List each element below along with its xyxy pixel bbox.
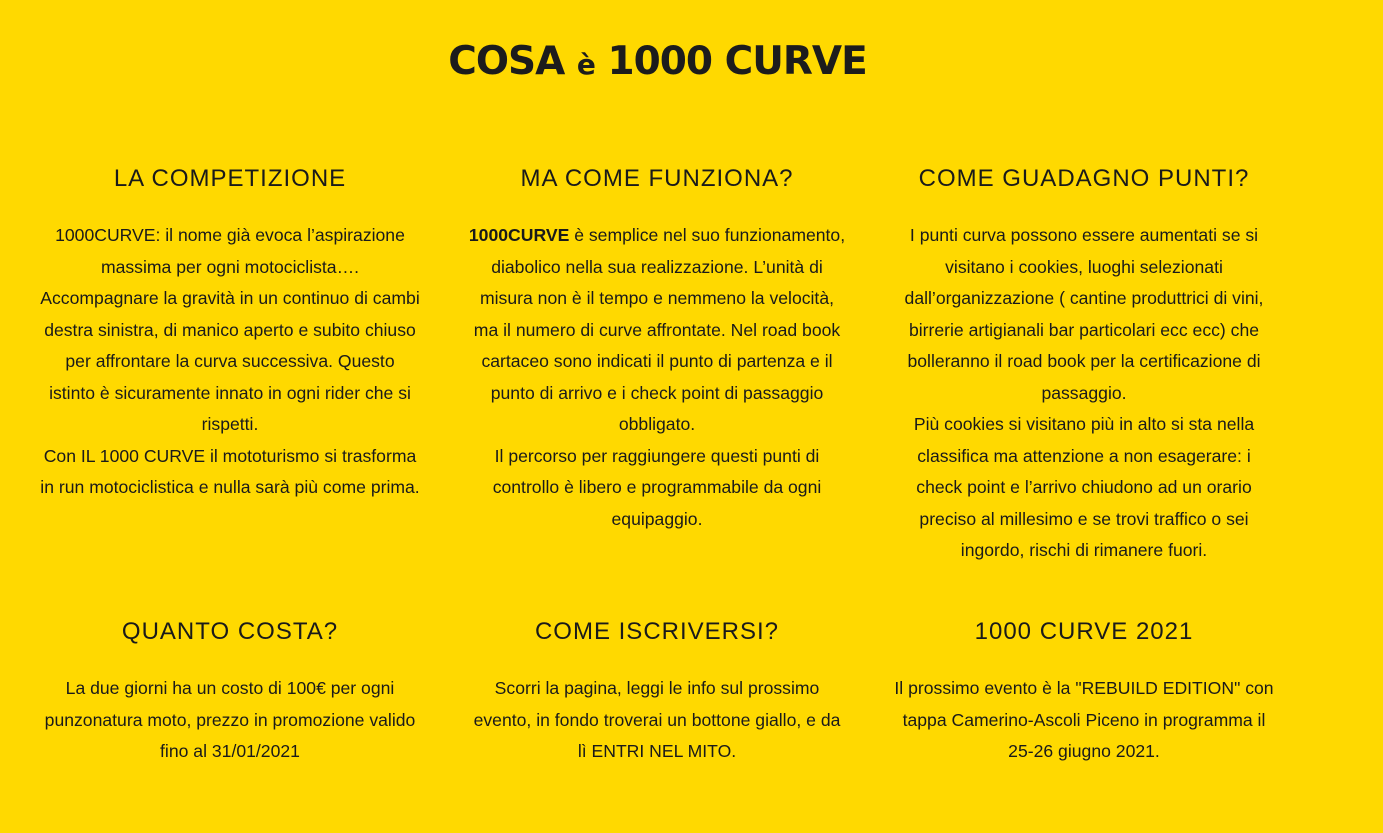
section-body xyxy=(894,220,1274,567)
paragraph: La due giorni ha un costo di 100€ per ogni punzonatura moto, prezzo in promozione valido fino al 31/01/2021 xyxy=(44,678,416,761)
section-quanto-costa xyxy=(40,617,420,768)
section-body xyxy=(894,673,1274,768)
section-heading: MA COME FUNZIONA? xyxy=(520,165,794,192)
paragraph: 1000CURVE è semplice nel suo funzionamento, diabolico nella sua realizzazione. L’unità di misura non è il tempo e nemmeno la velocità, ma il numero di curve affrontate. Nel road book cartaceo sono indicati il punto di partenza e il punto di arrivo e i check point di passaggio obbligato. xyxy=(468,225,846,434)
section-body xyxy=(40,220,420,504)
section-heading: 1000 CURVE 2021 xyxy=(974,618,1194,645)
section-come-funziona xyxy=(467,164,847,535)
paragraph: Scorri la pagina, leggi le info sul prossimo evento, in fondo troverai un bottone giallo, e da lì ENTRI NEL MITO. xyxy=(473,678,841,761)
section-body xyxy=(467,220,847,535)
section-come-iscriversi xyxy=(467,617,847,768)
paragraph: Il percorso per raggiungere questi punti di controllo è libero e programmabile da ogni equipaggio. xyxy=(492,445,822,529)
section-competizione xyxy=(40,164,420,504)
section-heading: COME ISCRIVERSI? xyxy=(534,618,780,645)
section-guadagno-punti xyxy=(894,164,1274,567)
section-1000-curve-2021 xyxy=(894,617,1274,768)
paragraph: I punti curva possono essere aumentati se si visitano i cookies, luoghi selezionati dall’organizzazione ( cantine produttrici di vini, birrerie artigianali bar particolari ecc ecc) che bolleranno il road book per la certificazione di passaggio. xyxy=(904,225,1264,403)
bold-brand: 1000CURVE xyxy=(468,225,570,245)
paragraph: 1000CURVE: il nome già evoca l’aspirazione massima per ogni motociclista…. Accompagnare la gravità in un continuo di cambi destra sinistra, di manico aperto e subito chiuso per affrontare la curva successiva. Questo istinto è sicuramente innato in ogni rider che si rispetti. xyxy=(40,225,420,434)
paragraph: Con IL 1000 CURVE il mototurismo si trasforma in run motociclistica e nulla sarà più come prima. xyxy=(40,445,420,497)
paragraph: Più cookies si visitano più in alto si sta nella classifica ma attenzione a non esagerare: i check point e l’arrivo chiudono ad un orario preciso al millesimo e se trovi traffico o sei ingordo, rischi di rimanere fuori. xyxy=(913,414,1255,560)
section-heading: QUANTO COSTA? xyxy=(121,618,339,645)
section-body xyxy=(467,673,847,768)
paragraph: Il prossimo evento è la "REBUILD EDITION" con tappa Camerino-Ascoli Piceno in programma il 25-26 giugno 2021. xyxy=(894,678,1274,761)
page-title: COSA è 1000 CURVE xyxy=(448,39,867,84)
section-body xyxy=(40,673,420,768)
section-heading: COME GUADAGNO PUNTI? xyxy=(918,165,1250,192)
section-heading: LA COMPETIZIONE xyxy=(113,165,347,192)
